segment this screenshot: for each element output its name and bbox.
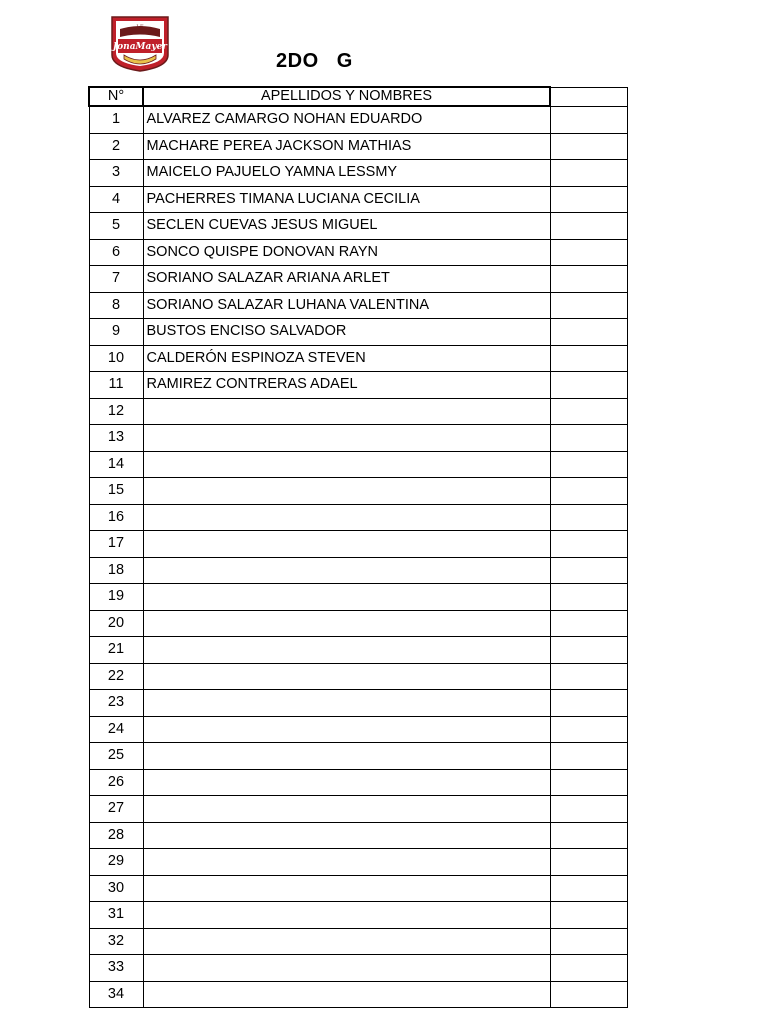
blank-cell (550, 769, 627, 796)
table-row (89, 213, 627, 240)
blank-cell (550, 663, 627, 690)
student-name: SORIANO SALAZAR ARIANA ARLET (143, 266, 550, 293)
table-row (89, 266, 627, 293)
blank-cell (550, 875, 627, 902)
row-number: 33 (89, 955, 143, 982)
student-name: ALVAREZ CAMARGO NOHAN EDUARDO (143, 106, 550, 133)
row-number: 9 (89, 319, 143, 346)
table-row (89, 796, 627, 823)
row-number: 23 (89, 690, 143, 717)
student-name: MAICELO PAJUELO YAMNA LESSMY (143, 160, 550, 187)
row-number: 32 (89, 928, 143, 955)
student-name: MACHARE PEREA JACKSON MATHIAS (143, 133, 550, 160)
student-name (143, 478, 550, 505)
blank-cell (550, 902, 627, 929)
student-name (143, 584, 550, 611)
student-name (143, 849, 550, 876)
row-number: 25 (89, 743, 143, 770)
column-header-number: N° (89, 87, 143, 106)
table-row (89, 875, 627, 902)
row-number: 13 (89, 425, 143, 452)
table-row (89, 955, 627, 982)
row-number: 28 (89, 822, 143, 849)
student-name (143, 743, 550, 770)
column-header-blank (550, 87, 627, 106)
row-number: 16 (89, 504, 143, 531)
student-name: SORIANO SALAZAR LUHANA VALENTINA (143, 292, 550, 319)
row-number: 8 (89, 292, 143, 319)
blank-cell (550, 425, 627, 452)
table-row (89, 716, 627, 743)
table-row (89, 504, 627, 531)
student-name: BUSTOS ENCISO SALVADOR (143, 319, 550, 346)
blank-cell (550, 451, 627, 478)
blank-cell (550, 981, 627, 1008)
blank-cell (550, 504, 627, 531)
page-title: 2DO G (276, 50, 353, 72)
blank-cell (550, 213, 627, 240)
student-name (143, 981, 550, 1008)
student-name (143, 955, 550, 982)
table-row (89, 584, 627, 611)
table-row (89, 186, 627, 213)
student-name (143, 663, 550, 690)
logo-wordmark: JonaMayer (112, 42, 168, 52)
row-number: 17 (89, 531, 143, 558)
roster-body (89, 106, 627, 1008)
blank-cell (550, 186, 627, 213)
student-name (143, 504, 550, 531)
table-row (89, 239, 627, 266)
blank-cell (550, 345, 627, 372)
logo-initials: I E (136, 24, 144, 30)
blank-cell (550, 716, 627, 743)
blank-cell (550, 690, 627, 717)
student-name: PACHERRES TIMANA LUCIANA CECILIA (143, 186, 550, 213)
student-name: CALDERÓN ESPINOZA STEVEN (143, 345, 550, 372)
row-number: 18 (89, 557, 143, 584)
table-row (89, 531, 627, 558)
table-row (89, 928, 627, 955)
table-row (89, 822, 627, 849)
blank-cell (550, 239, 627, 266)
table-row (89, 637, 627, 664)
row-number: 12 (89, 398, 143, 425)
school-crest-icon (110, 15, 170, 73)
row-number: 19 (89, 584, 143, 611)
row-number: 6 (89, 239, 143, 266)
student-name (143, 531, 550, 558)
table-row (89, 133, 627, 160)
student-name (143, 796, 550, 823)
student-name (143, 425, 550, 452)
blank-cell (550, 372, 627, 399)
student-name (143, 716, 550, 743)
row-number: 11 (89, 372, 143, 399)
table-row (89, 372, 627, 399)
table-row (89, 160, 627, 187)
blank-cell (550, 160, 627, 187)
table-row (89, 902, 627, 929)
student-name (143, 451, 550, 478)
blank-cell (550, 292, 627, 319)
row-number: 20 (89, 610, 143, 637)
school-logo (110, 15, 170, 73)
student-name (143, 557, 550, 584)
table-row (89, 292, 627, 319)
student-name (143, 398, 550, 425)
blank-cell (550, 266, 627, 293)
row-number: 4 (89, 186, 143, 213)
row-number: 26 (89, 769, 143, 796)
table-row (89, 981, 627, 1008)
student-name (143, 610, 550, 637)
row-number: 22 (89, 663, 143, 690)
row-number: 24 (89, 716, 143, 743)
row-number: 27 (89, 796, 143, 823)
row-number: 14 (89, 451, 143, 478)
row-number: 10 (89, 345, 143, 372)
student-name: RAMIREZ CONTRERAS ADAEL (143, 372, 550, 399)
table-row (89, 425, 627, 452)
row-number: 21 (89, 637, 143, 664)
blank-cell (550, 584, 627, 611)
blank-cell (550, 743, 627, 770)
blank-cell (550, 849, 627, 876)
student-name: SECLEN CUEVAS JESUS MIGUEL (143, 213, 550, 240)
blank-cell (550, 637, 627, 664)
blank-cell (550, 398, 627, 425)
blank-cell (550, 796, 627, 823)
table-row (89, 478, 627, 505)
table-row (89, 663, 627, 690)
table-row (89, 690, 627, 717)
table-row (89, 106, 627, 133)
student-name (143, 875, 550, 902)
row-number: 7 (89, 266, 143, 293)
student-name (143, 637, 550, 664)
table-row (89, 557, 627, 584)
row-number: 30 (89, 875, 143, 902)
student-name (143, 902, 550, 929)
blank-cell (550, 955, 627, 982)
table-row (89, 398, 627, 425)
row-number: 1 (89, 106, 143, 133)
student-name (143, 690, 550, 717)
table-row (89, 849, 627, 876)
student-name: SONCO QUISPE DONOVAN RAYN (143, 239, 550, 266)
table-row (89, 319, 627, 346)
blank-cell (550, 557, 627, 584)
blank-cell (550, 478, 627, 505)
blank-cell (550, 106, 627, 133)
blank-cell (550, 610, 627, 637)
row-number: 31 (89, 902, 143, 929)
column-header-names: APELLIDOS Y NOMBRES (143, 87, 550, 106)
student-roster-table (88, 86, 628, 1008)
student-name (143, 822, 550, 849)
blank-cell (550, 531, 627, 558)
table-row (89, 610, 627, 637)
blank-cell (550, 133, 627, 160)
student-name (143, 928, 550, 955)
blank-cell (550, 822, 627, 849)
table-row (89, 743, 627, 770)
blank-cell (550, 319, 627, 346)
row-number: 15 (89, 478, 143, 505)
row-number: 5 (89, 213, 143, 240)
table-row (89, 769, 627, 796)
table-header-row (89, 87, 627, 106)
student-name (143, 769, 550, 796)
row-number: 34 (89, 981, 143, 1008)
row-number: 29 (89, 849, 143, 876)
blank-cell (550, 928, 627, 955)
table-row (89, 345, 627, 372)
row-number: 3 (89, 160, 143, 187)
table-row (89, 451, 627, 478)
row-number: 2 (89, 133, 143, 160)
